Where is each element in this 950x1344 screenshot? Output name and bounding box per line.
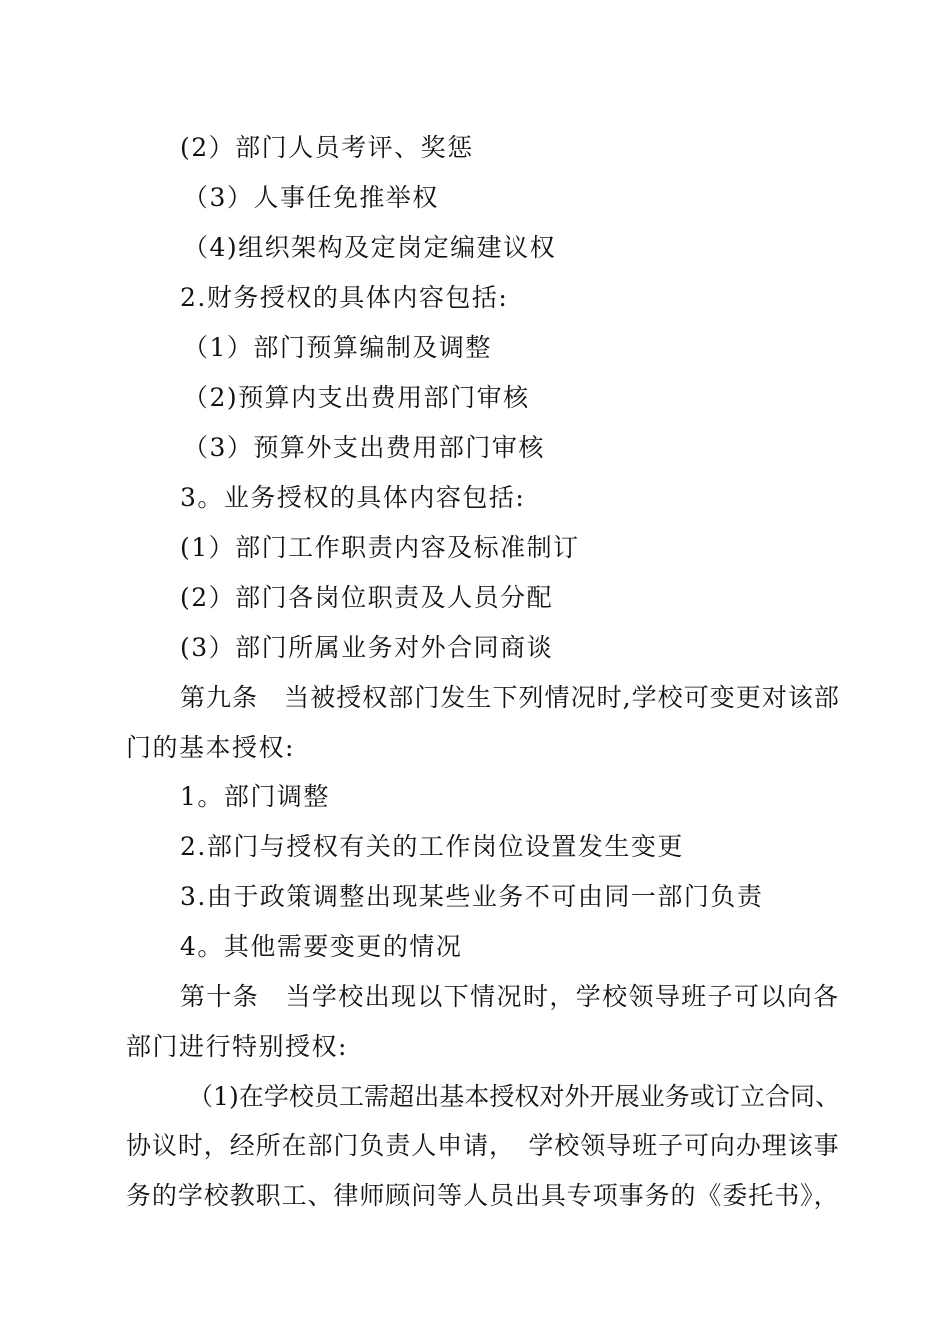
text-line: 2.部门与授权有关的工作岗位设置发生变更 (180, 832, 684, 861)
text-line: 务的学校教职工、律师顾问等人员出具专项事务的《委托书》， (126, 1181, 840, 1210)
text-line: 第十条 当学校出现以下情况时，学校领导班子可以向各 (180, 982, 840, 1011)
text-line: 第九条 当被授权部门发生下列情况时,学校可变更对该部 (180, 683, 840, 712)
text-line: （3）人事任免推举权 (183, 183, 439, 212)
text-line: （1）部门预算编制及调整 (183, 333, 492, 362)
text-line: 3。业务授权的具体内容包括: (180, 483, 526, 512)
text-line: 1。部门调整 (180, 782, 330, 811)
text-line: (3）部门所属业务对外合同商谈 (180, 633, 554, 662)
text-line: (2）部门人员考评、奖惩 (180, 133, 474, 162)
text-line: (1）部门工作职责内容及标准制订 (180, 533, 580, 562)
text-line: 4。其他需要变更的情况 (180, 932, 463, 961)
text-line: （2)预算内支出费用部门审核 (183, 383, 530, 412)
text-line: （4)组织架构及定岗定编建议权 (183, 233, 557, 262)
text-line: （3）预算外支出费用部门审核 (183, 433, 545, 462)
text-line: 2.财务授权的具体内容包括: (180, 283, 509, 312)
text-line: (2）部门各岗位职责及人员分配 (180, 583, 554, 612)
text-line: （1)在学校员工需超出基本授权对外开展业务或订立合同、 (188, 1082, 841, 1111)
text-line: 3.由于政策调整出现某些业务不可由同一部门负责 (180, 882, 764, 911)
text-line: 门的基本授权: (126, 733, 295, 762)
text-line: 部门进行特别授权: (126, 1032, 348, 1061)
text-line: 协议时，经所在部门负责人申请， 学校领导班子可向办理该事 (126, 1131, 840, 1160)
